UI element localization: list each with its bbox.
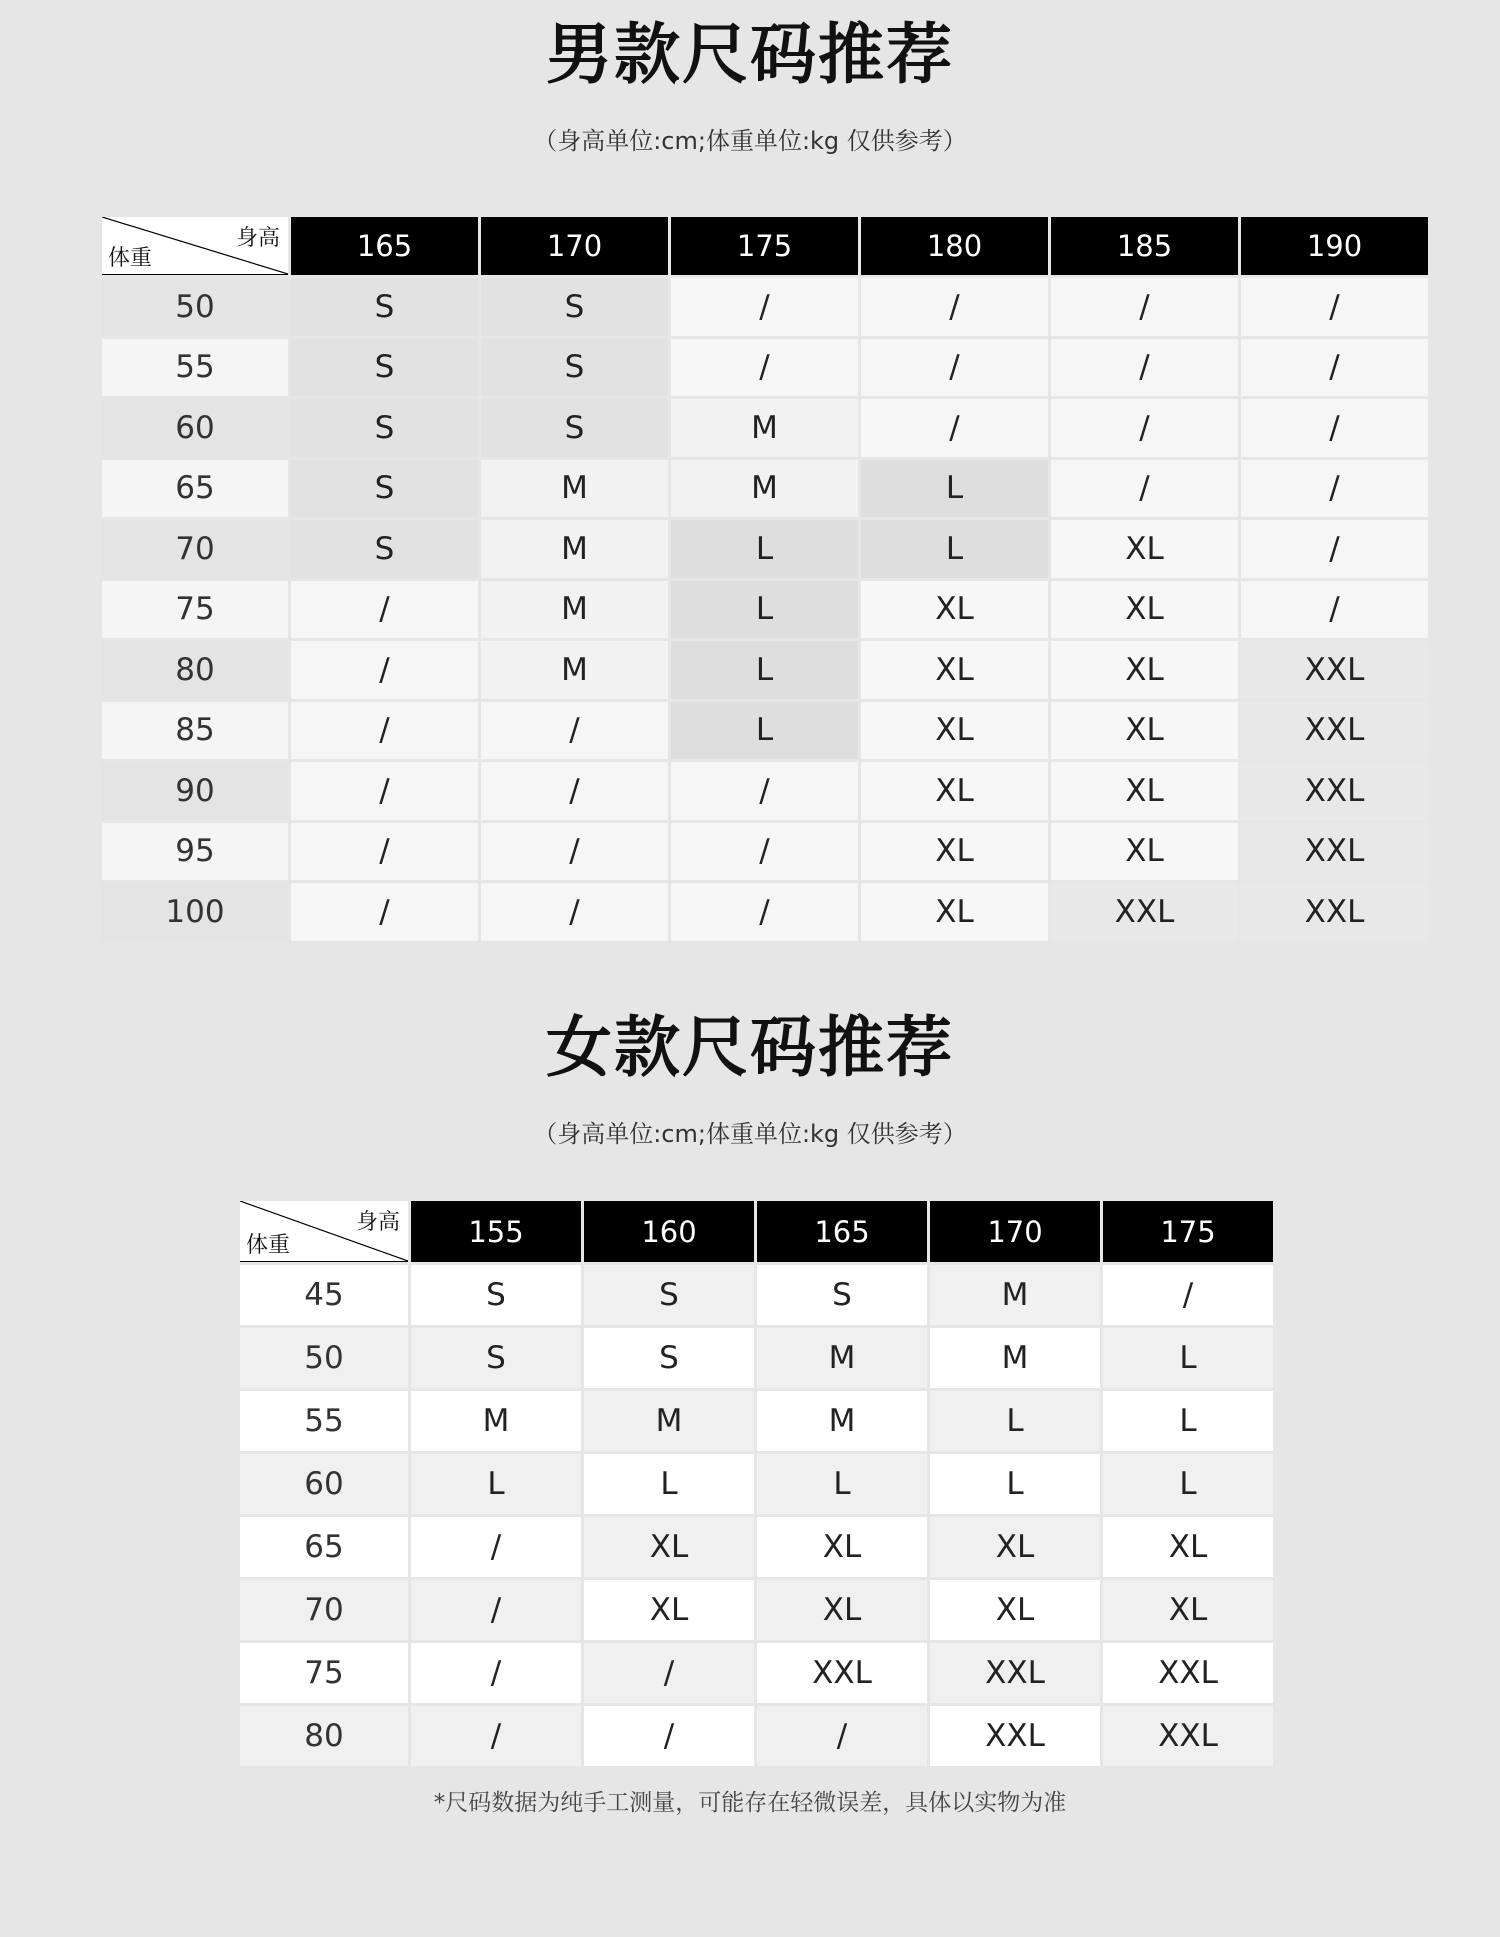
table-row — [240, 1391, 1273, 1451]
height-header-165: 165 — [757, 1201, 927, 1262]
size-cell: L — [861, 460, 1048, 518]
size-cell: M — [584, 1391, 754, 1451]
weight-cell: 70 — [102, 520, 288, 578]
size-cell: / — [584, 1643, 754, 1703]
women-size-table — [237, 1198, 1276, 1769]
size-cell: / — [671, 339, 858, 397]
table-row — [102, 641, 1428, 699]
size-cell: M — [930, 1328, 1100, 1388]
size-cell: XL — [584, 1580, 754, 1640]
size-cell: XXL — [1103, 1706, 1273, 1766]
size-cell: L — [1103, 1391, 1273, 1451]
size-cell: XL — [1103, 1580, 1273, 1640]
height-header-170: 170 — [481, 217, 668, 275]
size-cell: / — [671, 883, 858, 941]
size-cell: / — [1051, 399, 1238, 457]
table-row — [102, 883, 1428, 941]
size-cell: XL — [861, 883, 1048, 941]
size-cell: M — [481, 641, 668, 699]
size-cell: S — [291, 399, 478, 457]
size-cell: S — [481, 399, 668, 457]
size-cell: / — [1051, 460, 1238, 518]
size-cell: / — [481, 702, 668, 760]
table-row — [102, 581, 1428, 639]
height-header-180: 180 — [861, 217, 1048, 275]
size-cell: XXL — [1241, 641, 1428, 699]
table-row — [240, 1328, 1273, 1388]
size-cell: / — [1103, 1265, 1273, 1325]
size-cell: S — [291, 520, 478, 578]
size-cell: XL — [1051, 581, 1238, 639]
weight-cell: 60 — [102, 399, 288, 457]
size-cell: / — [481, 883, 668, 941]
size-cell: S — [291, 278, 478, 336]
size-cell: XXL — [1051, 883, 1238, 941]
table-row — [102, 399, 1428, 457]
size-cell: M — [671, 460, 858, 518]
size-cell: S — [481, 278, 668, 336]
corner-weight-label: 体重 — [108, 246, 153, 271]
size-cell: / — [411, 1706, 581, 1766]
size-cell: XXL — [757, 1643, 927, 1703]
table-row — [102, 339, 1428, 397]
size-cell: XXL — [930, 1706, 1100, 1766]
men-size-table — [99, 214, 1431, 944]
table-row — [240, 1265, 1273, 1325]
size-cell: / — [411, 1517, 581, 1577]
size-cell: / — [1241, 399, 1428, 457]
table-row — [102, 702, 1428, 760]
weight-cell: 65 — [102, 460, 288, 518]
size-cell: XXL — [1241, 702, 1428, 760]
size-cell: / — [671, 823, 858, 881]
table-row — [240, 1643, 1273, 1703]
weight-cell: 85 — [102, 702, 288, 760]
size-cell: S — [291, 460, 478, 518]
women-subtitle: （身高单位:cm;体重单位:kg 仅供参考） — [533, 1120, 967, 1148]
table-row — [240, 1517, 1273, 1577]
size-cell: M — [411, 1391, 581, 1451]
size-cell: XL — [861, 823, 1048, 881]
height-header-170: 170 — [930, 1201, 1100, 1262]
size-cell: XL — [757, 1517, 927, 1577]
weight-cell: 80 — [240, 1706, 408, 1766]
size-cell: XL — [1103, 1517, 1273, 1577]
size-cell: XL — [584, 1517, 754, 1577]
size-cell: L — [930, 1391, 1100, 1451]
women-corner-cell — [240, 1201, 408, 1262]
weight-cell: 75 — [240, 1643, 408, 1703]
table-row — [240, 1706, 1273, 1766]
size-cell: L — [671, 641, 858, 699]
weight-cell: 60 — [240, 1454, 408, 1514]
size-cell: XXL — [1241, 883, 1428, 941]
size-cell: XL — [861, 581, 1048, 639]
weight-cell: 65 — [240, 1517, 408, 1577]
men-header-row — [102, 217, 1428, 275]
size-cell: / — [1051, 278, 1238, 336]
size-cell: S — [584, 1265, 754, 1325]
size-cell: / — [481, 823, 668, 881]
size-cell: L — [671, 520, 858, 578]
size-cell: M — [930, 1265, 1100, 1325]
size-cell: XL — [1051, 520, 1238, 578]
men-subtitle: （身高单位:cm;体重单位:kg 仅供参考） — [533, 127, 967, 155]
size-cell: XL — [930, 1517, 1100, 1577]
size-cell: L — [411, 1454, 581, 1514]
size-cell: S — [411, 1265, 581, 1325]
size-cell: / — [291, 702, 478, 760]
corner-height-label: 身高 — [235, 226, 280, 251]
table-row — [102, 460, 1428, 518]
size-cell: XL — [861, 641, 1048, 699]
size-cell: / — [291, 762, 478, 820]
weight-cell: 45 — [240, 1265, 408, 1325]
size-cell: XL — [930, 1580, 1100, 1640]
height-header-165: 165 — [291, 217, 478, 275]
men-table-body — [102, 278, 1428, 941]
size-cell: XL — [861, 762, 1048, 820]
height-header-160: 160 — [584, 1201, 754, 1262]
weight-cell: 55 — [240, 1391, 408, 1451]
table-row — [102, 762, 1428, 820]
size-cell: / — [1051, 339, 1238, 397]
men-title: 男款尺码推荐 — [546, 16, 954, 93]
corner-height-label: 身高 — [355, 1210, 400, 1235]
size-cell: XXL — [1103, 1643, 1273, 1703]
size-cell: / — [1241, 581, 1428, 639]
size-cell: S — [481, 339, 668, 397]
weight-cell: 50 — [102, 278, 288, 336]
men-corner-cell — [102, 217, 288, 275]
size-cell: XL — [1051, 702, 1238, 760]
size-cell: L — [1103, 1454, 1273, 1514]
table-row — [240, 1454, 1273, 1514]
size-cell: L — [671, 702, 858, 760]
size-cell: / — [1241, 339, 1428, 397]
size-cell: XXL — [930, 1643, 1100, 1703]
weight-cell: 90 — [102, 762, 288, 820]
size-cell: / — [291, 883, 478, 941]
size-cell: XL — [861, 702, 1048, 760]
size-cell: / — [411, 1580, 581, 1640]
weight-cell: 70 — [240, 1580, 408, 1640]
size-cell: / — [671, 278, 858, 336]
height-header-190: 190 — [1241, 217, 1428, 275]
size-cell: XL — [1051, 641, 1238, 699]
size-cell: L — [584, 1454, 754, 1514]
size-cell: L — [1103, 1328, 1273, 1388]
weight-cell: 95 — [102, 823, 288, 881]
size-cell: / — [671, 762, 858, 820]
size-cell: / — [1241, 460, 1428, 518]
size-cell: / — [291, 581, 478, 639]
size-cell: S — [584, 1328, 754, 1388]
women-title: 女款尺码推荐 — [546, 1009, 954, 1086]
size-cell: S — [757, 1265, 927, 1325]
weight-cell: 55 — [102, 339, 288, 397]
size-cell: M — [671, 399, 858, 457]
size-cell: XXL — [1241, 762, 1428, 820]
size-cell: S — [291, 339, 478, 397]
size-cell: M — [481, 520, 668, 578]
size-cell: XL — [757, 1580, 927, 1640]
size-cell: M — [481, 460, 668, 518]
size-cell: XXL — [1241, 823, 1428, 881]
height-header-175: 175 — [671, 217, 858, 275]
table-row — [102, 278, 1428, 336]
weight-cell: 80 — [102, 641, 288, 699]
weight-cell: 50 — [240, 1328, 408, 1388]
women-table-body — [240, 1265, 1273, 1766]
size-cell: / — [481, 762, 668, 820]
size-cell: M — [481, 581, 668, 639]
size-cell: M — [757, 1328, 927, 1388]
size-cell: / — [861, 339, 1048, 397]
size-cell: S — [411, 1328, 581, 1388]
size-cell: XL — [1051, 823, 1238, 881]
size-cell: / — [861, 399, 1048, 457]
size-cell: L — [671, 581, 858, 639]
weight-cell: 75 — [102, 581, 288, 639]
table-row — [102, 823, 1428, 881]
size-cell: L — [757, 1454, 927, 1514]
size-cell: L — [930, 1454, 1100, 1514]
size-cell: / — [291, 641, 478, 699]
women-header-row — [240, 1201, 1273, 1262]
size-cell: / — [1241, 520, 1428, 578]
height-header-155: 155 — [411, 1201, 581, 1262]
weight-cell: 100 — [102, 883, 288, 941]
height-header-175: 175 — [1103, 1201, 1273, 1262]
size-cell: / — [291, 823, 478, 881]
size-cell: / — [411, 1643, 581, 1703]
size-cell: / — [1241, 278, 1428, 336]
size-cell: / — [757, 1706, 927, 1766]
size-cell: XL — [1051, 762, 1238, 820]
table-row — [102, 520, 1428, 578]
size-cell: M — [757, 1391, 927, 1451]
size-cell: / — [584, 1706, 754, 1766]
size-cell: / — [861, 278, 1048, 336]
table-row — [240, 1580, 1273, 1640]
footnote: *尺码数据为纯手工测量，可能存在轻微误差，具体以实物为准 — [433, 1790, 1067, 1816]
size-cell: L — [861, 520, 1048, 578]
height-header-185: 185 — [1051, 217, 1238, 275]
corner-weight-label: 体重 — [246, 1233, 291, 1258]
